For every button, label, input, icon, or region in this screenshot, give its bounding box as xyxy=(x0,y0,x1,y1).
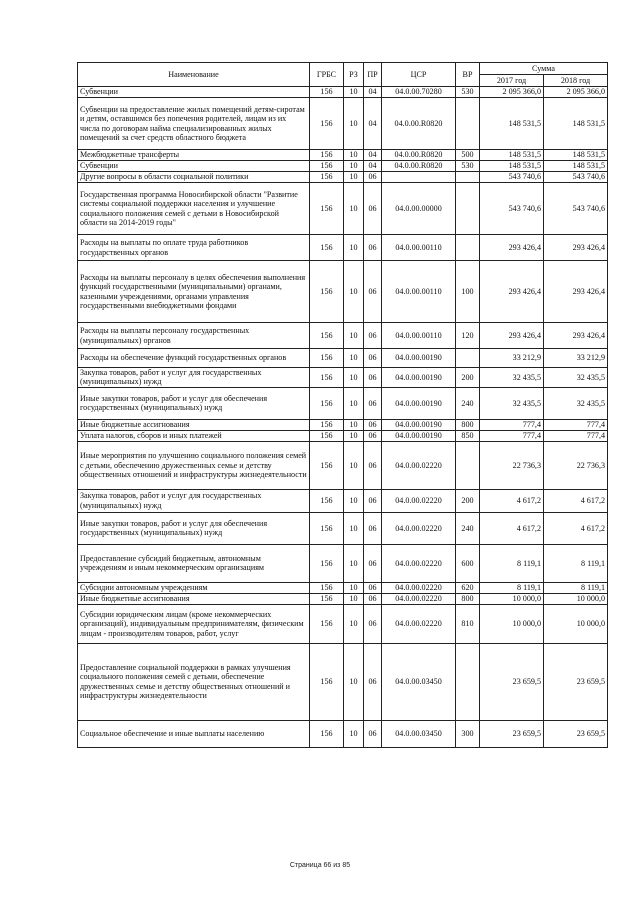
row-grbs: 156 xyxy=(310,150,344,161)
header-2017: 2017 год xyxy=(480,75,544,87)
table-row xyxy=(78,512,608,544)
row-vr: 530 xyxy=(456,161,480,172)
row-pr: 06 xyxy=(364,544,382,582)
row-rz: 10 xyxy=(344,582,364,593)
row-grbs: 156 xyxy=(310,544,344,582)
row-grbs: 156 xyxy=(310,512,344,544)
row-pr: 06 xyxy=(364,430,382,441)
row-sum-2018: 543 740,6 xyxy=(544,172,608,183)
row-grbs: 156 xyxy=(310,489,344,512)
table-row xyxy=(78,430,608,441)
table-row xyxy=(78,419,608,430)
row-vr xyxy=(456,183,480,235)
table-row xyxy=(78,582,608,593)
table-body xyxy=(78,87,608,748)
row-csr xyxy=(382,172,456,183)
row-pr: 06 xyxy=(364,183,382,235)
row-sum-2017: 4 617,2 xyxy=(480,512,544,544)
table-row xyxy=(78,235,608,261)
row-sum-2017: 23 659,5 xyxy=(480,720,544,747)
row-vr xyxy=(456,441,480,489)
row-sum-2018: 2 095 366,0 xyxy=(544,87,608,98)
row-name: Расходы на выплаты персоналу в целях обеспечения выполнения функций государственными (муниципальными) органами, казенными учреждениями, органами управления государственными внебюджетными фондами xyxy=(78,261,310,323)
row-vr: 500 xyxy=(456,150,480,161)
row-sum-2017: 2 095 366,0 xyxy=(480,87,544,98)
header-rz: РЗ xyxy=(344,63,364,87)
row-sum-2018: 10 000,0 xyxy=(544,604,608,643)
row-csr: 04.0.00.00190 xyxy=(382,419,456,430)
row-rz: 10 xyxy=(344,720,364,747)
row-pr: 06 xyxy=(364,419,382,430)
row-vr xyxy=(456,349,480,368)
row-vr xyxy=(456,172,480,183)
table-row xyxy=(78,604,608,643)
row-rz: 10 xyxy=(344,261,364,323)
row-csr: 04.0.00.02220 xyxy=(382,512,456,544)
row-sum-2017: 543 740,6 xyxy=(480,183,544,235)
row-rz: 10 xyxy=(344,87,364,98)
row-pr: 06 xyxy=(364,172,382,183)
header-grbs: ГРБС xyxy=(310,63,344,87)
row-rz: 10 xyxy=(344,430,364,441)
row-pr: 06 xyxy=(364,441,382,489)
row-vr: 620 xyxy=(456,582,480,593)
row-name: Субсидии юридическим лицам (кроме некоммерческих организаций), индивидуальным предпринимателям, физическим лицам - производителям товаров, работ, услуг xyxy=(78,604,310,643)
table-row xyxy=(78,489,608,512)
row-vr: 200 xyxy=(456,489,480,512)
row-sum-2018: 148 531,5 xyxy=(544,150,608,161)
row-pr: 06 xyxy=(364,387,382,419)
row-pr: 06 xyxy=(364,512,382,544)
row-sum-2018: 293 426,4 xyxy=(544,261,608,323)
row-rz: 10 xyxy=(344,643,364,720)
row-vr: 530 xyxy=(456,87,480,98)
row-grbs: 156 xyxy=(310,261,344,323)
row-rz: 10 xyxy=(344,235,364,261)
row-rz: 10 xyxy=(344,441,364,489)
row-name: Иные мероприятия по улучшению социального положения семей с детьми, обеспечению дружественных семье и детству общественных отношений и инфраструктуры жизнедеятельности xyxy=(78,441,310,489)
row-grbs: 156 xyxy=(310,720,344,747)
row-pr: 06 xyxy=(364,323,382,349)
row-sum-2018: 32 435,5 xyxy=(544,368,608,388)
row-pr: 06 xyxy=(364,349,382,368)
row-sum-2017: 8 119,1 xyxy=(480,582,544,593)
row-grbs: 156 xyxy=(310,593,344,604)
row-pr: 06 xyxy=(364,593,382,604)
page-number: Страница 66 из 85 xyxy=(289,862,351,869)
row-sum-2017: 293 426,4 xyxy=(480,261,544,323)
row-grbs: 156 xyxy=(310,604,344,643)
row-sum-2018: 32 435,5 xyxy=(544,387,608,419)
row-rz: 10 xyxy=(344,183,364,235)
row-sum-2017: 22 736,3 xyxy=(480,441,544,489)
row-sum-2018: 293 426,4 xyxy=(544,235,608,261)
row-csr: 04.0.00.00110 xyxy=(382,261,456,323)
table-row xyxy=(78,172,608,183)
row-vr: 200 xyxy=(456,368,480,388)
row-csr: 04.0.00.02220 xyxy=(382,441,456,489)
row-grbs: 156 xyxy=(310,349,344,368)
row-sum-2017: 148 531,5 xyxy=(480,161,544,172)
row-name: Иные бюджетные ассигнования xyxy=(78,419,310,430)
row-rz: 10 xyxy=(344,593,364,604)
row-csr: 04.0.00.00190 xyxy=(382,349,456,368)
row-sum-2018: 4 617,2 xyxy=(544,489,608,512)
row-name: Субвенции xyxy=(78,161,310,172)
row-sum-2018: 8 119,1 xyxy=(544,582,608,593)
header-pr: ПР xyxy=(364,63,382,87)
row-grbs: 156 xyxy=(310,419,344,430)
row-sum-2018: 22 736,3 xyxy=(544,441,608,489)
row-name: Закупка товаров, работ и услуг для государственных (муниципальных) нужд xyxy=(78,368,310,388)
row-sum-2017: 777,4 xyxy=(480,430,544,441)
row-pr: 04 xyxy=(364,161,382,172)
row-rz: 10 xyxy=(344,349,364,368)
row-csr: 04.0.00.03450 xyxy=(382,643,456,720)
table-row xyxy=(78,593,608,604)
row-grbs: 156 xyxy=(310,387,344,419)
table-row xyxy=(78,161,608,172)
row-name: Предоставление социальной поддержки в рамках улучшения социального положения семей с детьми, обеспечение дружественных семье и детству общественных отношений и инфраструктуры жизнедеятельности xyxy=(78,643,310,720)
budget-table-container xyxy=(77,62,607,748)
budget-table xyxy=(77,62,608,748)
row-grbs: 156 xyxy=(310,161,344,172)
row-vr: 800 xyxy=(456,593,480,604)
header-sum: Сумма xyxy=(480,63,608,75)
row-vr xyxy=(456,235,480,261)
row-name: Расходы на обеспечение функций государственных органов xyxy=(78,349,310,368)
row-sum-2017: 148 531,5 xyxy=(480,98,544,150)
table-row xyxy=(78,183,608,235)
row-name: Предоставление субсидий бюджетным, автономным учреждениям и иным некоммерческим организациям xyxy=(78,544,310,582)
row-name: Расходы на выплаты по оплате труда работников государственных органов xyxy=(78,235,310,261)
table-row xyxy=(78,368,608,388)
row-vr: 600 xyxy=(456,544,480,582)
row-csr: 04.0.00.00110 xyxy=(382,235,456,261)
row-rz: 10 xyxy=(344,489,364,512)
row-vr xyxy=(456,98,480,150)
row-sum-2018: 777,4 xyxy=(544,419,608,430)
table-row xyxy=(78,98,608,150)
row-pr: 06 xyxy=(364,368,382,388)
table-row xyxy=(78,87,608,98)
row-grbs: 156 xyxy=(310,98,344,150)
row-csr: 04.0.00.R0820 xyxy=(382,98,456,150)
row-rz: 10 xyxy=(344,544,364,582)
row-grbs: 156 xyxy=(310,368,344,388)
row-pr: 04 xyxy=(364,98,382,150)
row-sum-2017: 4 617,2 xyxy=(480,489,544,512)
row-grbs: 156 xyxy=(310,582,344,593)
row-name: Государственная программа Новосибирской области "Развитие системы социальной поддержки населения и улучшение социального положения семей с детьми в Новосибирской области на 2014-2019 годы" xyxy=(78,183,310,235)
row-sum-2017: 10 000,0 xyxy=(480,593,544,604)
row-sum-2018: 777,4 xyxy=(544,430,608,441)
row-sum-2018: 33 212,9 xyxy=(544,349,608,368)
row-sum-2017: 23 659,5 xyxy=(480,643,544,720)
row-csr: 04.0.00.R0820 xyxy=(382,161,456,172)
row-sum-2018: 23 659,5 xyxy=(544,643,608,720)
row-rz: 10 xyxy=(344,150,364,161)
row-sum-2018: 10 000,0 xyxy=(544,593,608,604)
row-pr: 06 xyxy=(364,582,382,593)
row-vr: 100 xyxy=(456,261,480,323)
row-sum-2017: 777,4 xyxy=(480,419,544,430)
row-csr: 04.0.00.02220 xyxy=(382,544,456,582)
table-row xyxy=(78,150,608,161)
row-pr: 06 xyxy=(364,235,382,261)
row-rz: 10 xyxy=(344,323,364,349)
row-csr: 04.0.00.00190 xyxy=(382,387,456,419)
row-pr: 06 xyxy=(364,489,382,512)
row-csr: 04.0.00.00190 xyxy=(382,368,456,388)
row-rz: 10 xyxy=(344,368,364,388)
row-rz: 10 xyxy=(344,172,364,183)
row-sum-2017: 32 435,5 xyxy=(480,368,544,388)
row-csr: 04.0.00.02220 xyxy=(382,593,456,604)
table-row xyxy=(78,323,608,349)
row-csr: 04.0.00.R0820 xyxy=(382,150,456,161)
row-csr: 04.0.00.03450 xyxy=(382,720,456,747)
row-grbs: 156 xyxy=(310,172,344,183)
header-vr: ВР xyxy=(456,63,480,87)
row-csr: 04.0.00.00190 xyxy=(382,430,456,441)
row-sum-2018: 543 740,6 xyxy=(544,183,608,235)
table-row xyxy=(78,349,608,368)
row-vr: 120 xyxy=(456,323,480,349)
row-pr: 06 xyxy=(364,720,382,747)
row-sum-2017: 33 212,9 xyxy=(480,349,544,368)
row-sum-2018: 8 119,1 xyxy=(544,544,608,582)
row-name: Межбюджетные трансферты xyxy=(78,150,310,161)
row-pr: 06 xyxy=(364,604,382,643)
row-pr: 06 xyxy=(364,643,382,720)
row-name: Другие вопросы в области социальной политики xyxy=(78,172,310,183)
row-vr: 810 xyxy=(456,604,480,643)
row-pr: 04 xyxy=(364,150,382,161)
row-sum-2017: 543 740,6 xyxy=(480,172,544,183)
row-vr: 850 xyxy=(456,430,480,441)
table-row xyxy=(78,387,608,419)
row-grbs: 156 xyxy=(310,643,344,720)
row-name: Иные закупки товаров, работ и услуг для обеспечения государственных (муниципальных) нужд xyxy=(78,387,310,419)
table-row xyxy=(78,544,608,582)
row-csr: 04.0.00.00110 xyxy=(382,323,456,349)
row-name: Закупка товаров, работ и услуг для государственных (муниципальных) нужд xyxy=(78,489,310,512)
header-csr: ЦСР xyxy=(382,63,456,87)
row-rz: 10 xyxy=(344,419,364,430)
table-row xyxy=(78,720,608,747)
row-name: Иные бюджетные ассигнования xyxy=(78,593,310,604)
row-sum-2018: 148 531,5 xyxy=(544,98,608,150)
row-vr: 240 xyxy=(456,387,480,419)
row-sum-2017: 293 426,4 xyxy=(480,235,544,261)
row-csr: 04.0.00.00000 xyxy=(382,183,456,235)
row-name: Иные закупки товаров, работ и услуг для обеспечения государственных (муниципальных) нужд xyxy=(78,512,310,544)
header-name: Наименование xyxy=(78,63,310,87)
row-name: Субвенции на предоставление жилых помещений детям-сиротам и детям, оставшимся без попечения родителей, лицам из их числа по договорам найма специализированных жилых помещений за счет средств областного бюджета xyxy=(78,98,310,150)
row-sum-2018: 23 659,5 xyxy=(544,720,608,747)
row-name: Уплата налогов, сборов и иных платежей xyxy=(78,430,310,441)
row-csr: 04.0.00.70280 xyxy=(382,87,456,98)
row-csr: 04.0.00.02220 xyxy=(382,604,456,643)
table-row xyxy=(78,441,608,489)
row-grbs: 156 xyxy=(310,235,344,261)
row-vr xyxy=(456,643,480,720)
row-vr: 240 xyxy=(456,512,480,544)
row-name: Субвенции xyxy=(78,87,310,98)
row-grbs: 156 xyxy=(310,323,344,349)
row-name: Субсидии автономным учреждениям xyxy=(78,582,310,593)
row-sum-2018: 293 426,4 xyxy=(544,323,608,349)
row-grbs: 156 xyxy=(310,441,344,489)
row-vr: 800 xyxy=(456,419,480,430)
row-rz: 10 xyxy=(344,604,364,643)
row-sum-2018: 148 531,5 xyxy=(544,161,608,172)
row-pr: 06 xyxy=(364,261,382,323)
row-rz: 10 xyxy=(344,98,364,150)
table-row xyxy=(78,261,608,323)
row-name: Социальное обеспечение и иные выплаты населению xyxy=(78,720,310,747)
row-csr: 04.0.00.02220 xyxy=(382,489,456,512)
row-grbs: 156 xyxy=(310,430,344,441)
row-csr: 04.0.00.02220 xyxy=(382,582,456,593)
row-vr: 300 xyxy=(456,720,480,747)
row-sum-2017: 293 426,4 xyxy=(480,323,544,349)
header-2018: 2018 год xyxy=(544,75,608,87)
row-sum-2017: 148 531,5 xyxy=(480,150,544,161)
row-sum-2018: 4 617,2 xyxy=(544,512,608,544)
row-grbs: 156 xyxy=(310,87,344,98)
row-grbs: 156 xyxy=(310,183,344,235)
table-row xyxy=(78,643,608,720)
row-rz: 10 xyxy=(344,387,364,419)
row-name: Расходы на выплаты персоналу государственных (муниципальных) органов xyxy=(78,323,310,349)
row-rz: 10 xyxy=(344,161,364,172)
row-sum-2017: 8 119,1 xyxy=(480,544,544,582)
row-sum-2017: 10 000,0 xyxy=(480,604,544,643)
row-sum-2017: 32 435,5 xyxy=(480,387,544,419)
row-pr: 04 xyxy=(364,87,382,98)
row-rz: 10 xyxy=(344,512,364,544)
